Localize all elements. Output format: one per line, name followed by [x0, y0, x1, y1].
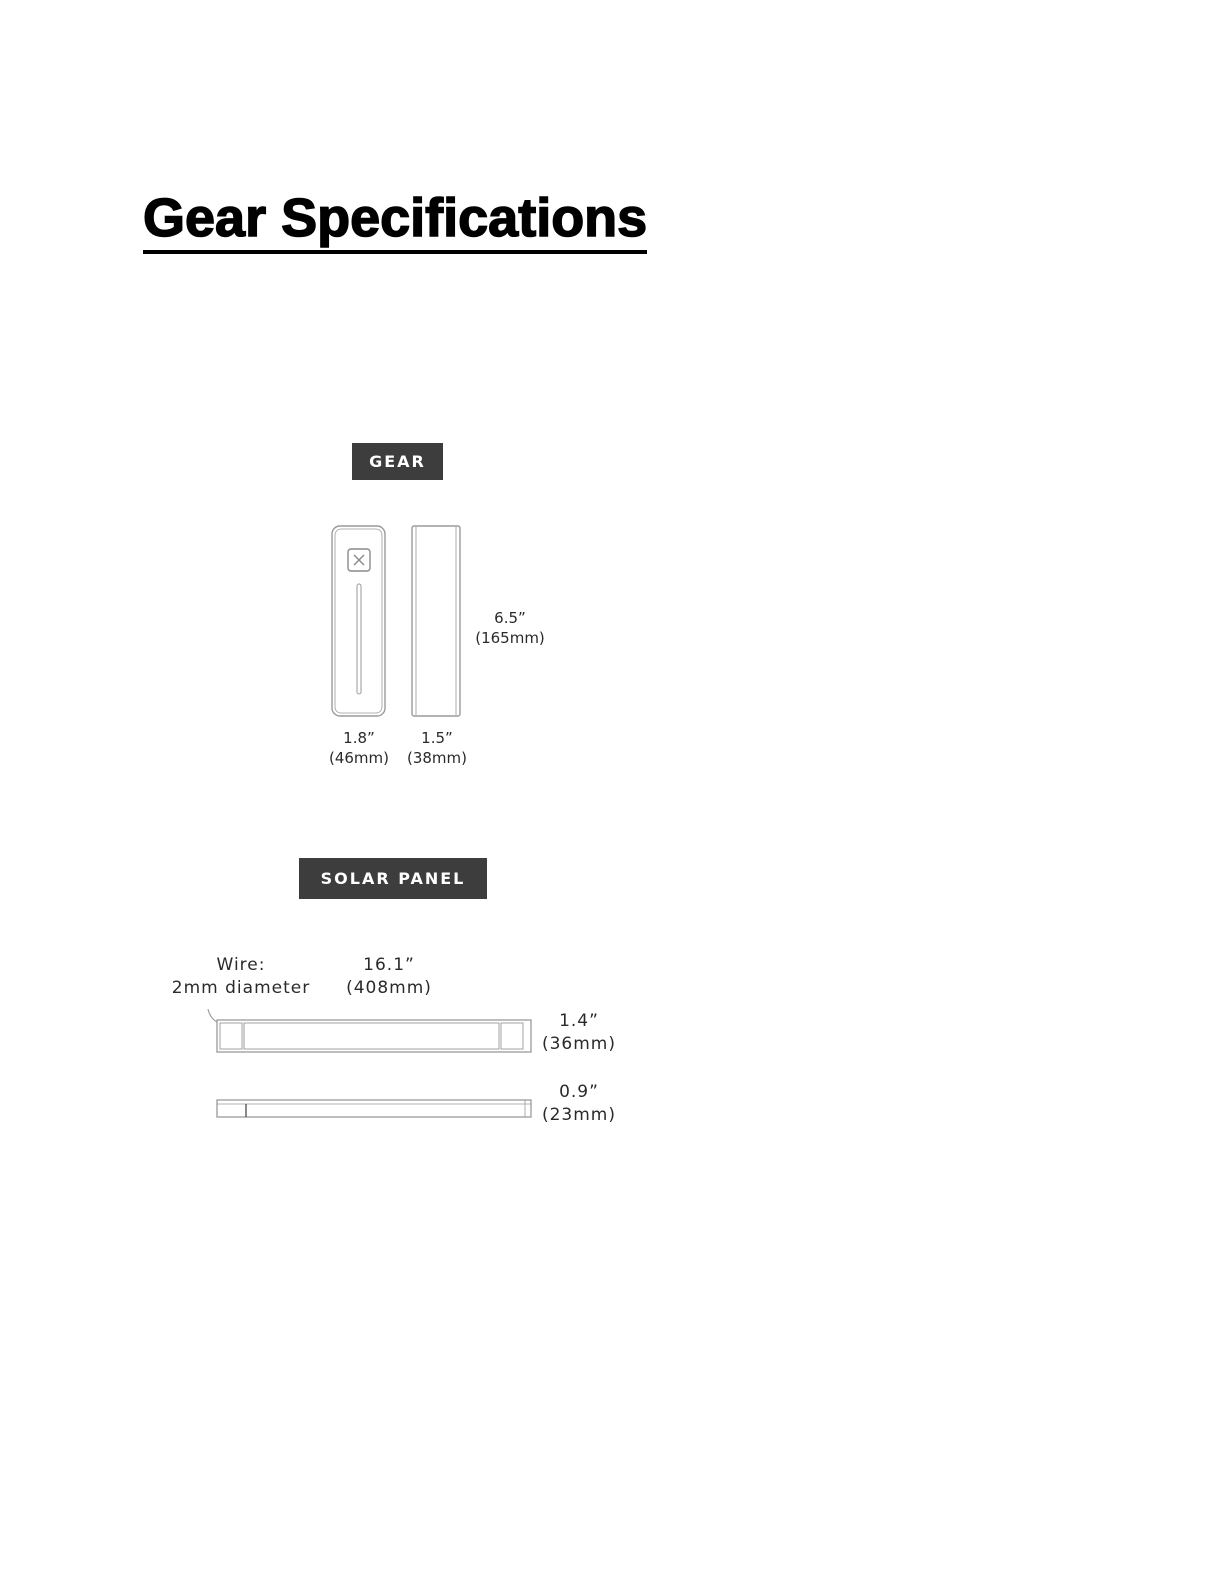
- solar-panel-length-mm: (408mm): [346, 978, 432, 998]
- solar-panel-front-height-mm: (36mm): [541, 1034, 617, 1054]
- solar-panel-front-height-inches: 1.4”: [559, 1011, 599, 1031]
- gear-side-view: [412, 526, 460, 716]
- x-button-icon: [348, 549, 370, 571]
- solar-panel-section-label: SOLAR PANEL: [299, 858, 487, 899]
- wire-leader-line: [208, 1009, 217, 1022]
- page-title: Gear Specifications: [143, 186, 647, 254]
- solar-panel-front-view: [217, 1020, 531, 1052]
- gear-side-width-dimension: [404, 728, 470, 768]
- gear-height-mm: (165mm): [475, 629, 545, 647]
- gear-front-width-mm: (46mm): [328, 749, 389, 767]
- wire-label: Wire:: [216, 955, 266, 975]
- gear-slot: [357, 584, 361, 694]
- gear-front-view: [332, 526, 385, 716]
- gear-section-label: GEAR: [352, 443, 443, 480]
- solar-panel-side-view: [217, 1100, 531, 1117]
- gear-height-dimension: [474, 608, 546, 648]
- wire-diameter-callout: [168, 954, 314, 1000]
- gear-height-inches: 6.5”: [494, 609, 526, 627]
- gear-front-width-dimension: [326, 728, 392, 768]
- gear-side-width-mm: (38mm): [406, 749, 467, 767]
- solar-panel-length-dimension: [342, 954, 436, 1000]
- gear-front-width-inches: 1.8”: [343, 729, 375, 747]
- gear-side-width-inches: 1.5”: [421, 729, 453, 747]
- solar-panel-side-height-mm: (23mm): [541, 1105, 617, 1125]
- solar-panel-side-height-dimension: [540, 1081, 618, 1127]
- solar-panel-front-height-dimension: [540, 1010, 618, 1056]
- solar-panel-length-inches: 16.1”: [363, 955, 415, 975]
- solar-panel-side-height-inches: 0.9”: [559, 1082, 599, 1102]
- wire-diameter: 2mm diameter: [171, 978, 311, 998]
